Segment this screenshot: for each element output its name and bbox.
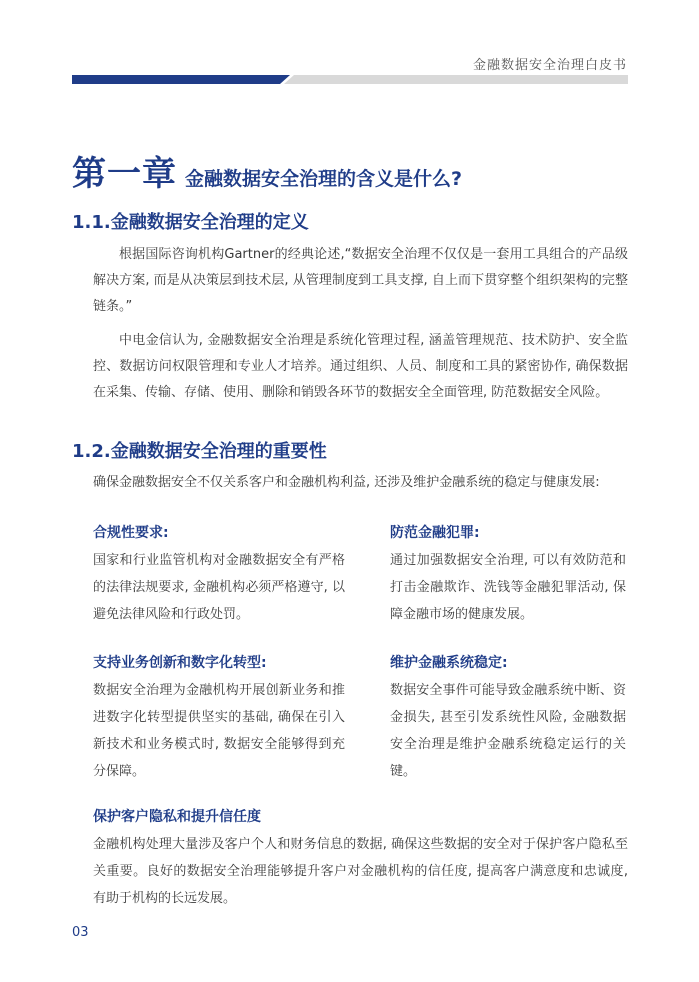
item-title-stability: 维护金融系统稳定: (390, 655, 508, 671)
header-bar-blue (72, 75, 290, 84)
item-title-crime-prevention: 防范金融犯罪: (390, 525, 480, 541)
section-1-heading: 1.1.金融数据安全治理的定义 (72, 212, 309, 233)
item-text-compliance: 国家和行业监管机构对金融数据安全有严格的法律法规要求, 金融机构必须严格遵守, 以避免法律风险和行政处罚。 (93, 553, 345, 622)
header-bar (72, 75, 628, 84)
item-text-crime-prevention: 通过加强数据安全治理, 可以有效防范和打击金融欺诈、洗钱等金融犯罪活动, 保障金融市场的健康发展。 (390, 553, 626, 622)
header-title: 金融数据安全治理白皮书 (472, 58, 627, 73)
page-number: 03 (72, 925, 89, 940)
chapter-heading (72, 146, 462, 195)
chapter-number: 第一章 (72, 154, 177, 194)
chapter-title: 金融数据安全治理的含义是什么? (185, 168, 463, 190)
item-title-compliance: 合规性要求: (93, 525, 169, 541)
section-1-para-1: 根据国际咨询机构Gartner的经典论述,“数据安全治理不仅仅是一套用工具组合的产品级解决方案, 而是从决策层到技术层, 从管理制度到工具支撑, 自上而下贯穿整个组织架构的完整链条。” (93, 247, 628, 314)
item-text-privacy: 金融机构处理大量涉及客户个人和财务信息的数据, 确保这些数据的安全对于保护客户隐私至关重要。良好的数据安全治理能够提升客户对金融机构的信任度, 提高客户满意度和忠诚度, 有助于机构的长远发展。 (93, 837, 628, 906)
section-1-para-2: 中电金信认为, 金融数据安全治理是系统化管理过程, 涵盖管理规范、技术防护、安全监控、数据访问权限管理和专业人才培养。通过组织、人员、制度和工具的紧密协作, 确保数据在采集、传输、存储、使用、删除和销毁各环节的数据安全全面管理, 防范数据安全风险。 (93, 333, 628, 400)
item-text-innovation: 数据安全治理为金融机构开展创新业务和推进数字化转型提供坚实的基础, 确保在引入新技术和业务模式时, 数据安全能够得到充分保障。 (93, 683, 345, 779)
header-bar-gray (284, 75, 628, 84)
item-title-innovation: 支持业务创新和数字化转型: (93, 655, 267, 671)
item-text-stability: 数据安全事件可能导致金融系统中断、资金损失, 甚至引发系统性风险, 金融数据安全治理是维护金融系统稳定运行的关键。 (390, 683, 626, 779)
section-2-intro: 确保金融数据安全不仅关系客户和金融机构利益, 还涉及维护金融系统的稳定与健康发展: (93, 475, 600, 490)
section-2-heading: 1.2.金融数据安全治理的重要性 (72, 441, 327, 462)
item-title-privacy: 保护客户隐私和提升信任度 (93, 809, 261, 825)
